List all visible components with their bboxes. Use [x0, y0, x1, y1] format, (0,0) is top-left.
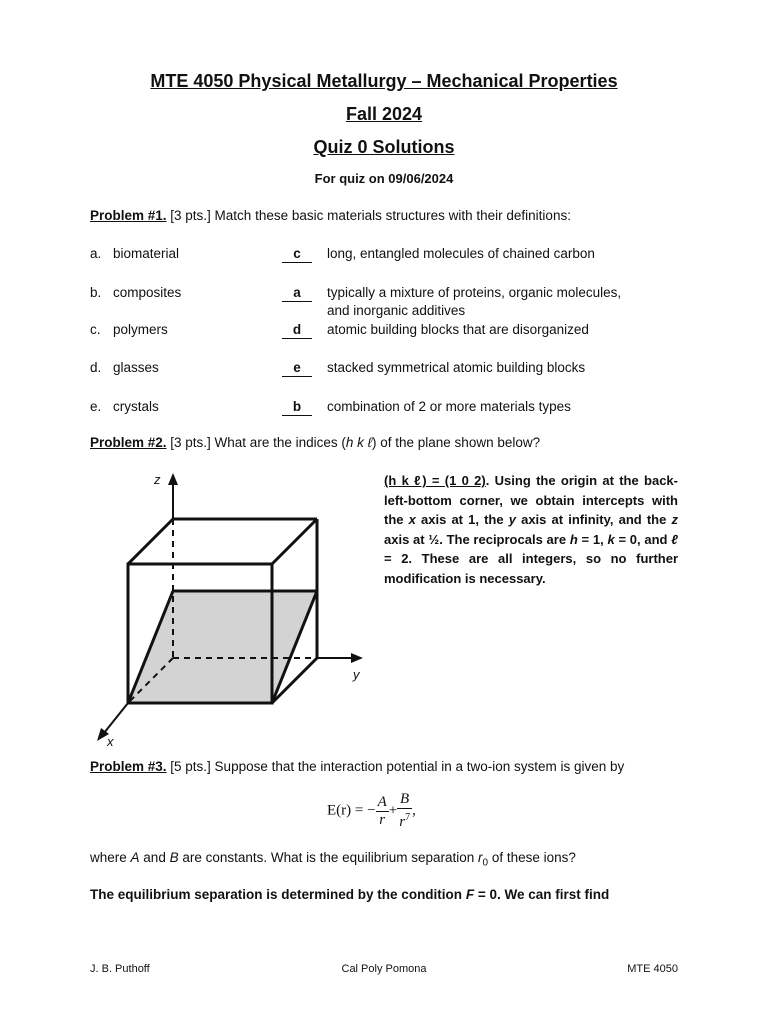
item-term: biomaterial	[113, 246, 180, 261]
item-definition: atomic building blocks that are disorganized	[327, 322, 589, 337]
answer-miller-indices: (h k ℓ) = (1 0 2)	[384, 473, 486, 488]
answer-key: e	[282, 360, 312, 377]
problem2-prompt-a: [3 pts.] What are the indices (	[166, 435, 346, 450]
item-letter: b.	[90, 285, 102, 300]
answer-explanation: . Using the origin at the back-left-bottom corner, we obtain intercepts with the x axis at 1, the y axis at infinity, and the z axis at ½. The reciprocals are h = 1, k = 0, and ℓ = 2. These are all integers, so no further modification is necessary.	[384, 473, 678, 586]
answer-key: d	[282, 322, 312, 339]
equation-plus: +	[388, 802, 398, 819]
fraction-b-over-r7: $\frac{B}{r^7}$	[399, 791, 411, 830]
footer-institution: Cal Poly Pomona	[341, 963, 427, 975]
item-definition: long, entangled molecules of chained carbon	[327, 246, 595, 261]
problem3-prompt	[90, 758, 710, 776]
item-definition: stacked symmetrical atomic building blocks	[327, 360, 586, 375]
problem1-prompt-text: [3 pts.] Match these basic materials structures with their definitions:	[166, 208, 571, 223]
footer-course: MTE 4050	[627, 963, 678, 975]
problem2-answer	[384, 471, 678, 588]
quiz-heading: Quiz 0 Solutions	[313, 137, 455, 157]
answer-key: c	[282, 246, 312, 263]
item-term: crystals	[113, 399, 159, 414]
term-heading: Fall 2024	[345, 104, 423, 124]
item-letter: c.	[90, 322, 101, 337]
equation-comma: ,	[412, 802, 416, 819]
item-term: polymers	[113, 322, 168, 337]
item-term: glasses	[113, 360, 159, 375]
quiz-date-line: For quiz on 09/06/2024	[314, 171, 454, 186]
x-axis-label: x	[107, 734, 114, 749]
problem3-prompt-text: [5 pts.] Suppose that the interaction potential in a two-ion system is given by	[166, 759, 625, 774]
equation-lhs: E(r) = −	[327, 802, 376, 819]
item-letter: a.	[90, 246, 102, 261]
problem3-where: where A and B are constants. What is the equilibrium separation $r_0$ of these ions?	[90, 850, 576, 869]
item-letter: e.	[90, 399, 102, 414]
problem3-solution-start: The equilibrium separation is determined by the condition F = 0. We can first find	[90, 887, 610, 902]
item-letter: d.	[90, 360, 102, 375]
item-term: composites	[113, 285, 182, 300]
problem1-label: Problem #1.	[90, 208, 167, 223]
item-definition: combination of 2 or more materials types	[327, 399, 571, 414]
problem2-label: Problem #2.	[90, 435, 167, 450]
problem2-prompt-b: ) of the plane shown below?	[372, 435, 541, 450]
problem3-label: Problem #3.	[90, 759, 167, 774]
problem2-hkl: h k ℓ	[345, 435, 372, 450]
doc-title: MTE 4050 Physical Metallurgy – Mechanical Properties	[150, 71, 618, 91]
answer-key: a	[282, 285, 312, 302]
x-axis	[104, 703, 128, 733]
item-definition: typically a mixture of proteins, organic molecules,	[327, 285, 622, 300]
y-axis-arrowhead	[351, 653, 363, 663]
item-definition-cont: and inorganic additives	[327, 303, 466, 318]
y-axis-label: y	[353, 667, 360, 682]
fraction-a-over-r: $\frac{A}{r}$	[377, 793, 387, 828]
z-axis-label: z	[154, 472, 161, 487]
z-axis-arrowhead	[168, 473, 178, 485]
footer-author: J. B. Puthoff	[90, 963, 150, 975]
answer-key: b	[282, 399, 312, 416]
potential-equation	[327, 791, 416, 831]
